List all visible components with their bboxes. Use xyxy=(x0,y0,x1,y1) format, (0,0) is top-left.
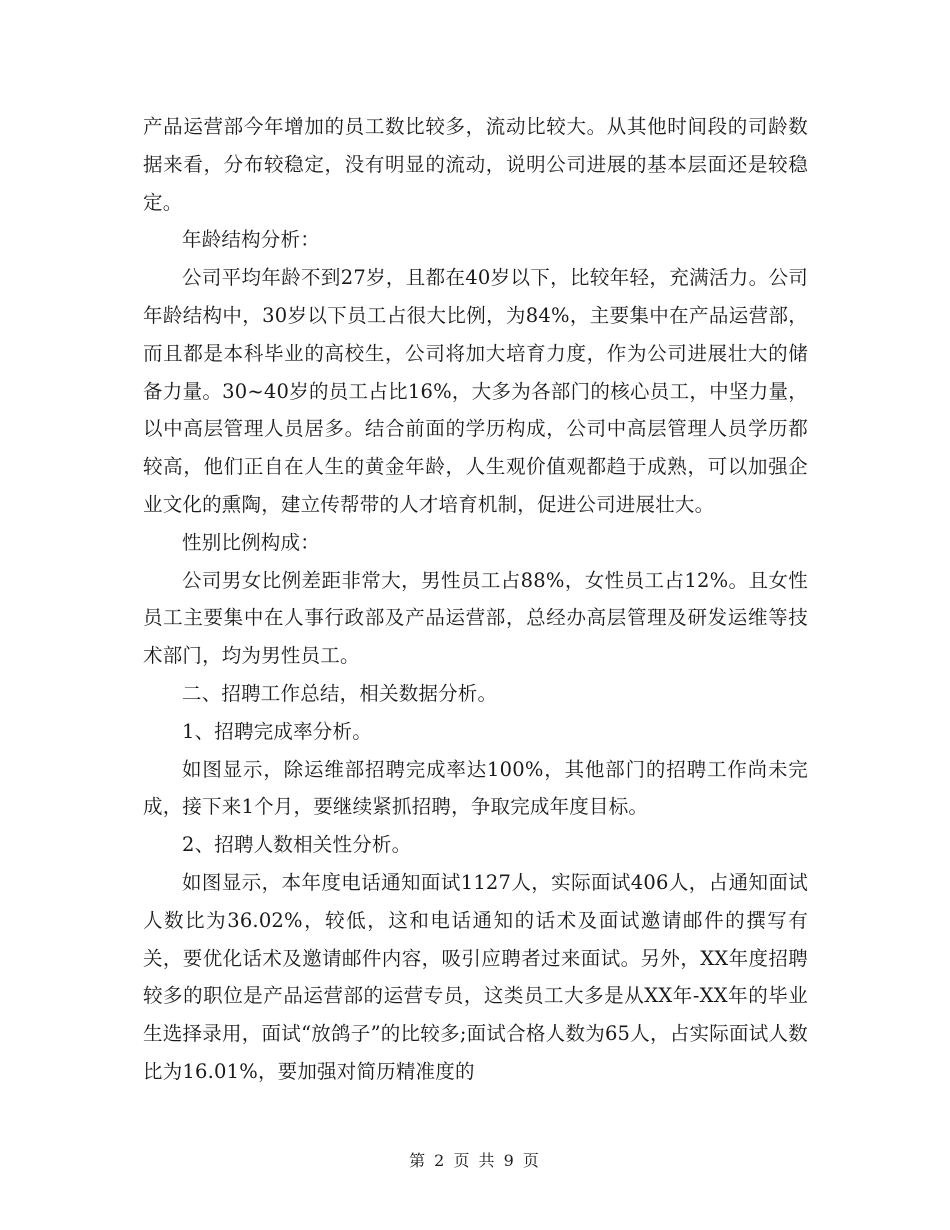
document-body xyxy=(143,108,808,1091)
subsection-heading-completion-rate: 1、招聘完成率分析。 xyxy=(182,719,372,743)
section-heading-gender-ratio: 性别比例构成： xyxy=(182,530,320,554)
subsection-heading-correlation: 2、招聘人数相关性分析。 xyxy=(182,833,412,857)
section-heading-age-structure: 年龄结构分析： xyxy=(182,228,320,252)
paragraph: 公司男女比例差距非常大，男性员工占88%，女性员工占12%。且女性员工主要集中在人事行政部及产品运营部，总经办高层管理及研发运维等技术部门，均为男性员工。 xyxy=(143,568,808,668)
section-heading-recruitment-summary: 二、招聘工作总结，相关数据分析。 xyxy=(182,681,498,705)
paragraph: 如图显示，本年度电话通知面试1127人，实际面试406人，占通知面试人数比为36.02%，较低，这和电话通知的话术及面试邀请邮件的撰写有关，要优化话术及邀请邮件内容，吸引应聘者过来面试。另外，XX年度招聘较多的职位是产品运营部的运营专员，这类员工大多是从XX年-XX年的毕业生选择录用，面试“放鸽子”的比较多;面试合格人数为65人，占实际面试人数比为16.01%，要加强对简历精准度的 xyxy=(143,870,808,1083)
page-number-footer: 第 2 页 共 9 页 xyxy=(409,1151,541,1170)
paragraph: 公司平均年龄不到27岁，且都在40岁以下，比较年轻，充满活力。公司年龄结构中，30岁以下员工占很大比例，为84%，主要集中在产品运营部，而且都是本科毕业的高校生，公司将加大培育力度，作为公司进展壮大的储备力量。30~40岁的员工占比16%，大多为各部门的核心员工，中坚力量，以中高层管理人员居多。结合前面的学历构成，公司中高层管理人员学历都较高，他们正自在人生的黄金年龄，人生观价值观都趋于成熟，可以加强企业文化的熏陶，建立传帮带的人才培育机制，促进公司进展壮大。 xyxy=(143,266,808,516)
paragraph: 如图显示，除运维部招聘完成率达100%，其他部门的招聘工作尚未完成，接下来1个月，要继续紧抓招聘，争取完成年度目标。 xyxy=(143,757,808,819)
paragraph: 产品运营部今年增加的员工数比较多，流动比较大。从其他时间段的司龄数据来看，分布较稳定，没有明显的流动，说明公司进展的基本层面还是较稳定。 xyxy=(143,115,808,214)
